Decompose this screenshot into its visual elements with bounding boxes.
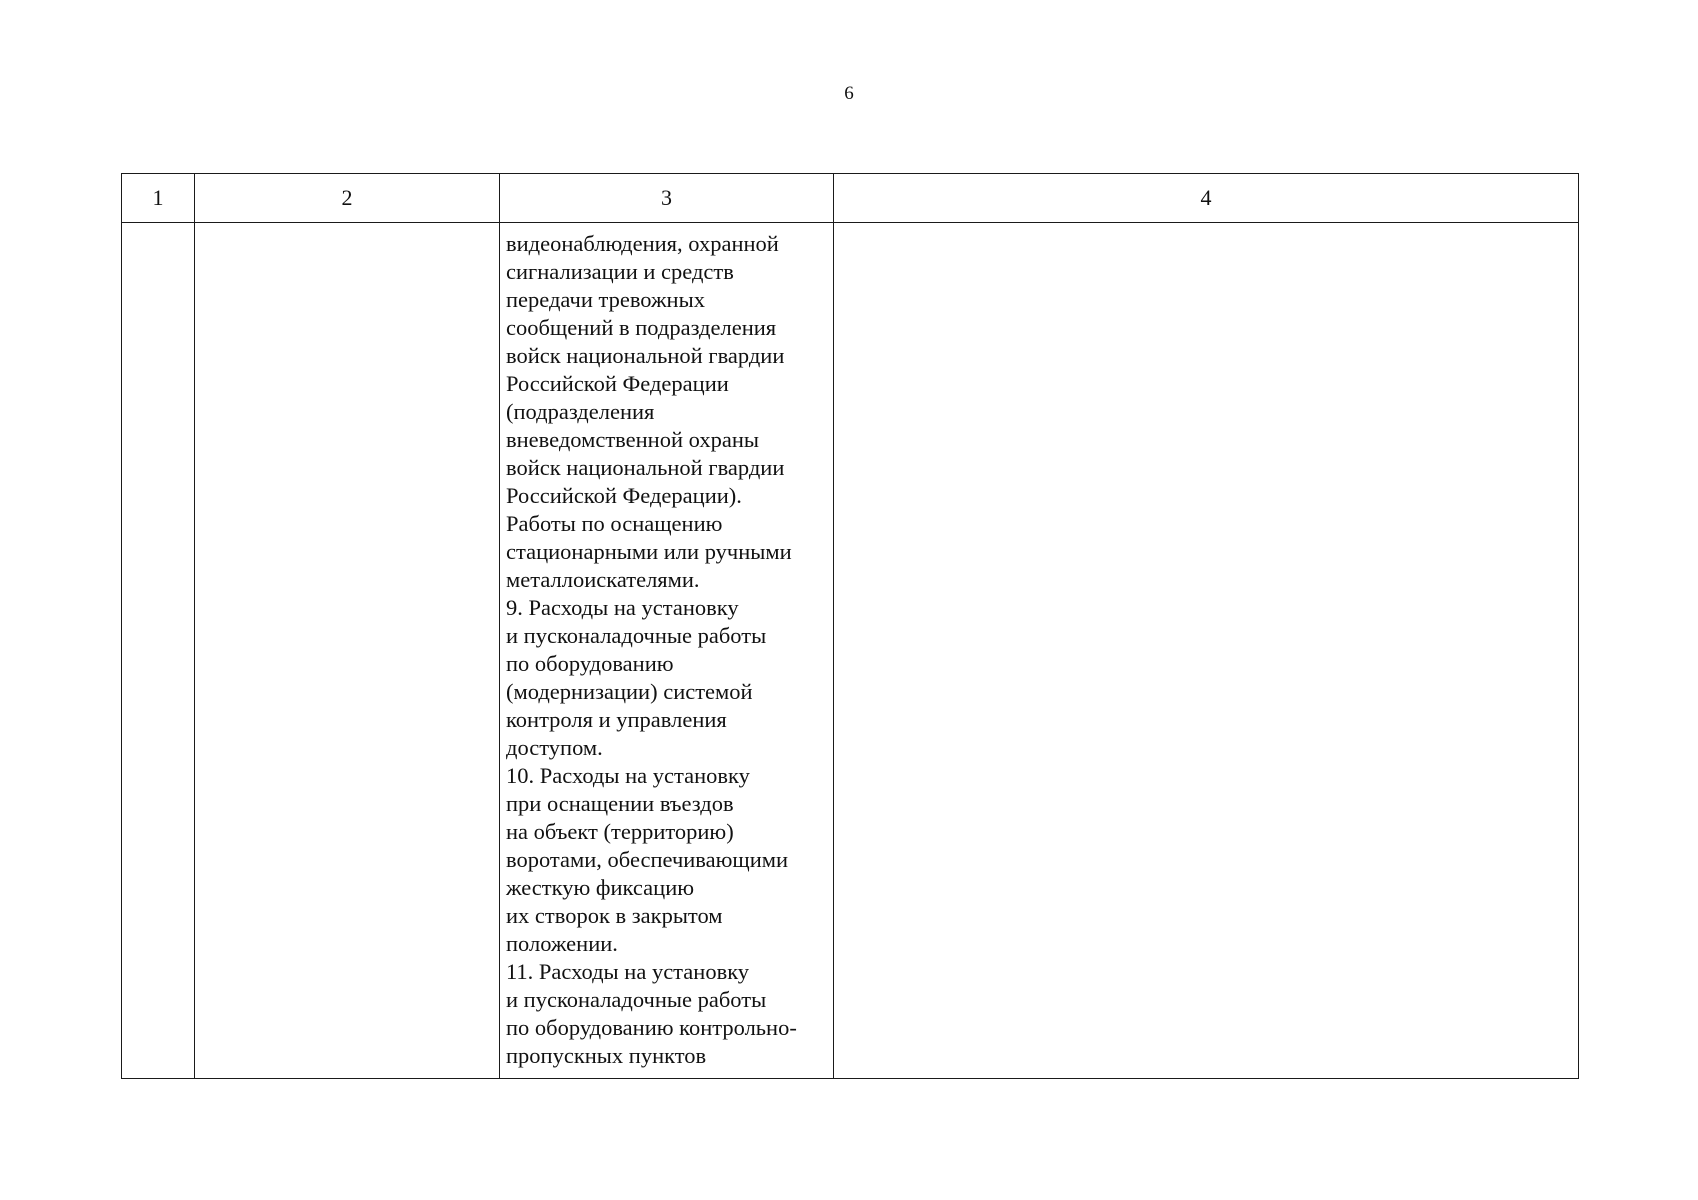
cell-col3-line: по оборудованию контрольно- [506, 1015, 797, 1040]
cell-col3-text [500, 223, 833, 1070]
cell-col3-line: 11. Расходы на установку [506, 959, 750, 984]
cell-col3-line: видеонаблюдения, охранной [506, 231, 779, 256]
cell-col3-line: при оснащении въездов [506, 791, 734, 816]
cell-col3-line: Российской Федерации [506, 371, 729, 396]
cell-col3-line: сигнализации и средств [506, 259, 734, 284]
cell-col3-line: войск национальной гвардии [506, 343, 785, 368]
table-row [122, 223, 1579, 1079]
cell-col4 [834, 223, 1579, 1079]
cell-col3-line: положении. [506, 931, 618, 956]
cell-col3-line: войск национальной гвардии [506, 455, 785, 480]
cell-col3-line: (модернизации) системой [506, 679, 753, 704]
cell-col3-line: контроля и управления [506, 707, 727, 732]
cell-col1 [122, 223, 195, 1079]
cell-col2 [195, 223, 500, 1079]
column-header-3: 3 [500, 174, 834, 223]
cell-col3-line: 9. Расходы на установку [506, 595, 739, 620]
cell-col3-line: воротами, обеспечивающими [506, 847, 789, 872]
document-table [121, 173, 1579, 1079]
cell-col3-line: стационарными или ручными [506, 539, 792, 564]
column-header-2: 2 [195, 174, 500, 223]
table-header-row [122, 174, 1579, 223]
cell-col3-line: вневедомственной охраны [506, 427, 759, 452]
cell-col3-line: и пусконаладочные работы [506, 987, 767, 1012]
cell-col3-line: на объект (территорию) [506, 819, 734, 844]
cell-col3-line: их створок в закрытом [506, 903, 723, 928]
cell-col3-line: по оборудованию [506, 651, 674, 676]
cell-col3-line: Работы по оснащению [506, 511, 723, 536]
cell-col3-line: 10. Расходы на установку [506, 763, 750, 788]
page-number: 6 [844, 83, 854, 104]
cell-col3-line: металлоискателями. [506, 567, 700, 592]
cell-col3-line: и пусконаладочные работы [506, 623, 767, 648]
cell-col3-line: (подразделения [506, 399, 655, 424]
cell-col3-line: пропускных пунктов [506, 1043, 707, 1068]
cell-col3-line: сообщений в подразделения [506, 315, 777, 340]
cell-col3-line: передачи тревожных [506, 287, 705, 312]
cell-col3-line: доступом. [506, 735, 603, 760]
cell-col3-line: Российской Федерации). [506, 483, 742, 508]
column-header-4: 4 [834, 174, 1579, 223]
cell-col3-line: жесткую фиксацию [506, 875, 695, 900]
cell-col3 [500, 223, 834, 1079]
column-header-1: 1 [122, 174, 195, 223]
